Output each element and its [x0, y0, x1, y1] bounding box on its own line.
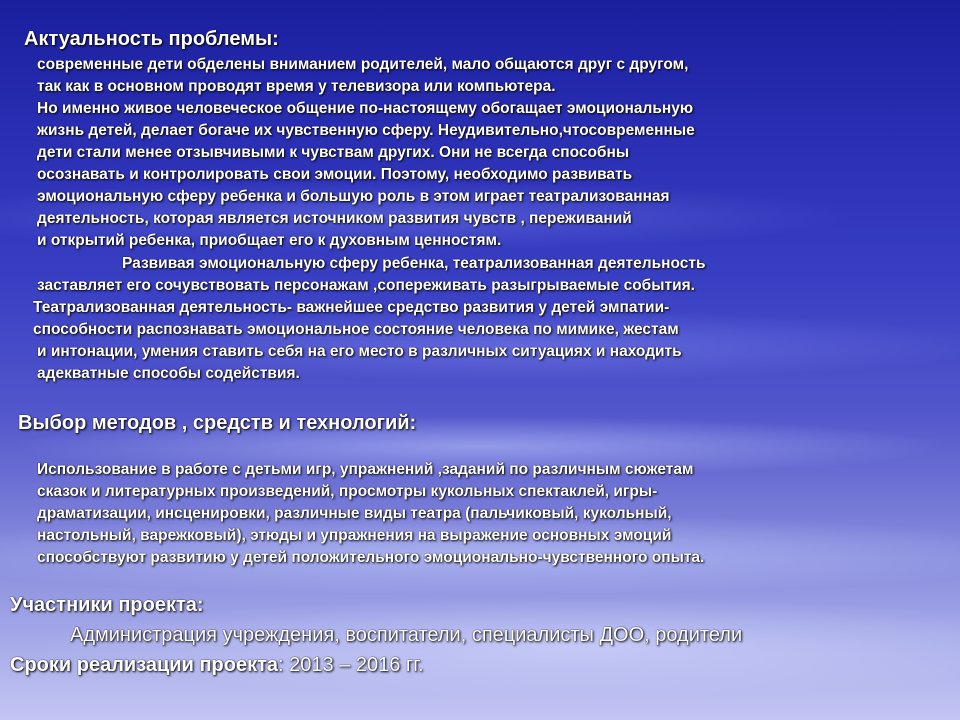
participants-colon: :	[196, 594, 204, 616]
relevance-line: эмоциональную сферу ребенка и большую роль в этом играет театрализованная	[37, 188, 670, 205]
relevance-line: Но именно живое человеческое общение по-настоящему обогащает эмоциональную	[37, 100, 694, 117]
relevance-line: дети стали менее отзывчивыми к чувствам других. Они не всегда способны	[37, 144, 630, 161]
relevance-line: адекватные способы содействия.	[37, 365, 300, 382]
relevance-line: и интонации, умения ставить себя на его место в различных ситуациях и находить	[37, 343, 682, 360]
timeline-label: Сроки реализации проекта	[10, 654, 279, 676]
relevance-line: и открытий ребенка, приобщает его к духовным ценностям.	[37, 232, 502, 249]
methods-line: Использование в работе с детьми игр, упражнений ,заданий по различным сюжетам	[37, 461, 694, 478]
relevance-heading: Актуальность проблемы:	[24, 28, 279, 50]
timeline-value: : 2013 – 2016 гг.	[278, 654, 424, 676]
methods-line: драматизации, инсценировки, различные виды театра (пальчиковый, кукольный,	[37, 505, 672, 522]
relevance-line: Театрализованная деятельность- важнейшее средство развития у детей эмпатии-	[33, 299, 670, 316]
methods-line: сказок и литературных произведений, просмотры кукольных спектаклей, игры-	[37, 483, 658, 500]
participants-label: Участники проекта	[10, 594, 197, 616]
relevance-line: деятельность, которая является источником развития чувств , переживаний	[37, 210, 632, 227]
participants-heading	[10, 594, 204, 617]
relevance-line: осознавать и контролировать свои эмоции. Поэтому, необходимо развивать	[37, 166, 633, 183]
methods-heading: Выбор методов , средств и технологий:	[18, 412, 417, 434]
relevance-line: заставляет его сочувствовать персонажам ,сопереживать разыгрываемые события.	[37, 277, 695, 294]
relevance-line: способности распознавать эмоциональное состояние человека по мимике, жестам	[33, 321, 679, 338]
methods-line: способствуют развитию у детей положительного эмоционально-чувственного опыта.	[37, 549, 705, 566]
relevance-line: Развивая эмоциональную сферу ребенка, театрализованная деятельность	[122, 255, 706, 272]
participants-value: Администрация учреждения, воспитатели, специалисты ДОО, родители	[70, 624, 743, 646]
timeline-line	[10, 654, 424, 677]
relevance-line: жизнь детей, делает богаче их чувственную сферу. Неудивительно,чтосовременные	[37, 122, 695, 139]
relevance-line: так как в основном проводят время у телевизора или компьютера.	[37, 78, 556, 95]
methods-line: настольный, варежковый), этюды и упражнения на выражение основных эмоций	[37, 527, 672, 544]
relevance-line: современные дети обделены вниманием родителей, мало общаются друг с другом,	[37, 56, 689, 73]
